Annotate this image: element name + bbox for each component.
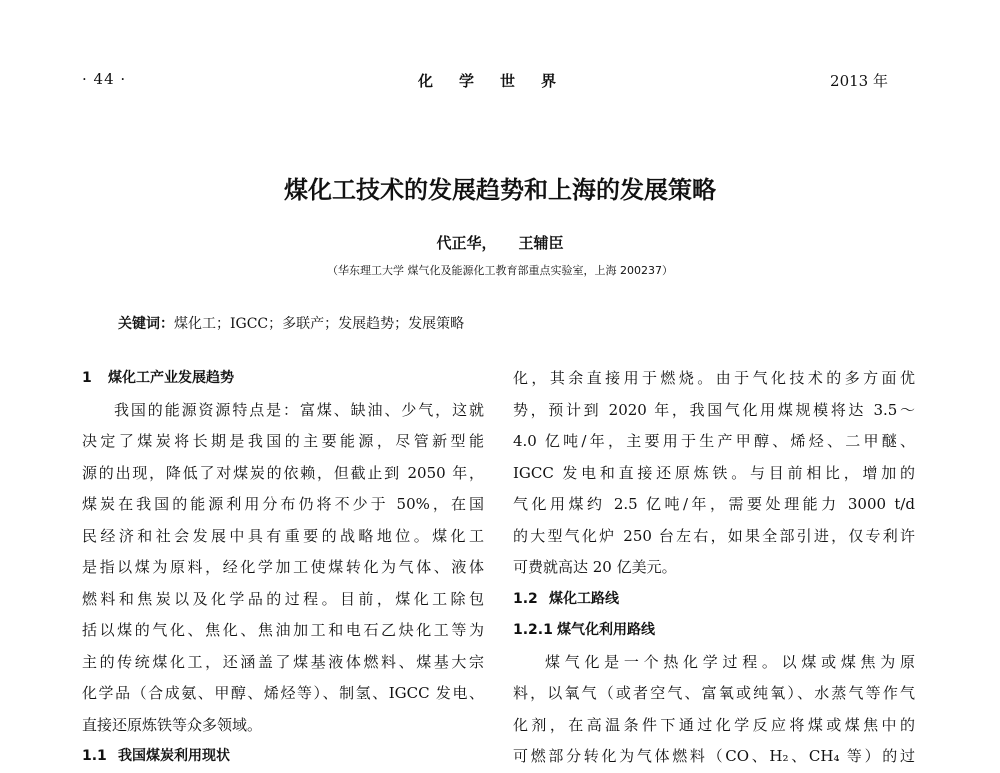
- section-title: 煤化工路线: [549, 590, 619, 607]
- issue-year: 2013 年: [830, 72, 888, 90]
- body-line: 气化用煤约 2.5 亿吨/年，需要处理能力 3000 t/d: [513, 495, 915, 513]
- section-heading-1: [82, 363, 484, 395]
- section-number: 1.2.1: [513, 622, 553, 638]
- keywords: [118, 313, 464, 333]
- body-line: 主的传统煤化工，还涵盖了煤基液体燃料、煤基大宗: [82, 652, 484, 671]
- section-title: 煤化工产业发展趋势: [108, 370, 234, 386]
- body-line: 化学品（合成氨、甲醇、烯烃等）、制氢、IGCC 发电、: [82, 684, 484, 702]
- section-heading-1-2: [513, 584, 915, 616]
- body-line: 可费就高达 20 亿美元。: [513, 558, 677, 576]
- body-line: 可燃部分转化为气体燃料（CO、H₂、CH₄ 等）的过: [513, 747, 915, 765]
- author-2: 王辅臣: [518, 234, 564, 252]
- keywords-label: 关键词：: [118, 316, 174, 332]
- keywords-text: 煤化工；IGCC；多联产；发展趋势；发展策略: [174, 316, 465, 332]
- section-title: 煤气化利用路线: [557, 622, 655, 638]
- body-line: 决定了煤炭将长期是我国的主要能源，尽管新型能: [82, 432, 484, 450]
- article-title: 煤化工技术的发展趋势和上海的发展策略: [284, 176, 716, 204]
- body-line: 源的出现，降低了对煤炭的依赖，但截止到 2050 年，: [82, 463, 484, 482]
- body-line: 4.0 亿吨/年，主要用于生产甲醇、烯烃、二甲醚、: [513, 432, 915, 450]
- section-heading-1-1: [82, 741, 484, 773]
- body-line: 是指以煤为原料，经化学加工使煤转化为气体、液体: [82, 558, 484, 576]
- page-number: · 44 ·: [82, 70, 127, 88]
- left-column: [82, 363, 484, 773]
- journal-name: 化学世界: [417, 72, 582, 90]
- body-line: 燃料和焦炭以及化学品的过程。目前，煤化工除包: [82, 589, 484, 608]
- body-line: 化剂，在高温条件下通过化学反应将煤或煤焦中的: [513, 715, 915, 734]
- author-list: [0, 232, 1000, 253]
- body-line: 煤炭在我国的能源利用分布仍将不少于 50%，在国: [82, 495, 484, 513]
- body-line: 的大型气化炉 250 台左右，如果全部引进，仅专利许: [513, 526, 915, 545]
- right-column: [513, 363, 915, 773]
- body-line: 料，以氧气（或者空气、富氧或纯氧）、水蒸气等作气: [513, 684, 915, 702]
- section-title: 我国煤炭利用现状: [118, 748, 230, 764]
- body-line: 括以煤的气化、焦化、焦油加工和电石乙炔化工等为: [82, 621, 484, 639]
- body-line: 势，预计到 2020 年，我国气化用煤规模将达 3.5～: [513, 400, 915, 419]
- author-1: 代正华，: [436, 234, 497, 252]
- body-line: 直接还原炼铁等众多领域。: [82, 715, 263, 734]
- body-line: IGCC 发电和直接还原炼铁。与目前相比，增加的: [513, 463, 915, 482]
- section-number: 1.1: [82, 748, 107, 764]
- body-line: 煤气化是一个热化学过程。以煤或煤焦为原: [545, 652, 915, 671]
- body-line: 我国的能源资源特点是：富煤、缺油、少气，这就: [114, 400, 484, 419]
- section-heading-1-2-1: [513, 615, 915, 647]
- body-line: 民经济和社会发展中具有重要的战略地位。煤化工: [82, 526, 484, 545]
- body-line: 化，其余直接用于燃烧。由于气化技术的多方面优: [513, 369, 915, 387]
- affiliation: （华东理工大学 煤气化及能源化工教育部重点实验室，上海 200237）: [327, 264, 673, 277]
- section-number: 1.2: [513, 590, 538, 607]
- section-number: 1: [82, 370, 92, 386]
